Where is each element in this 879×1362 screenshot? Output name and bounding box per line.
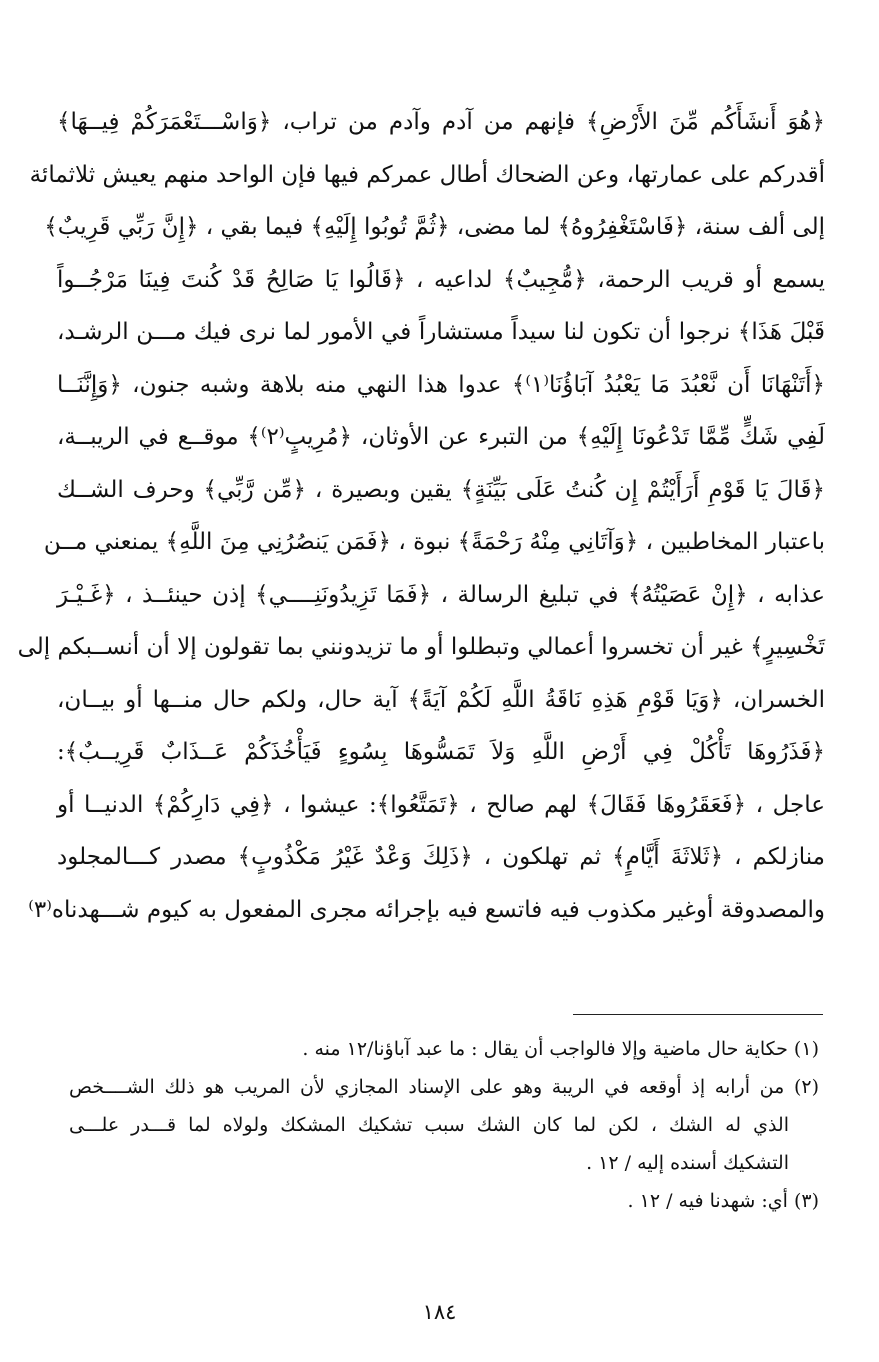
body-line: عذابه ، ﴿إِنْ عَصَيْتُهُ﴾ في تبليغ الرسالة ، ﴿فَمَا تَزِيدُونَنِــــي﴾ إذن حينئــذ ، ﴿غَـيْـرَ (57, 581, 825, 608)
body-line: والمصدوقة أوغير مكذوب فيه فاتسع فيه بإجرائه مجرى المفعول به كيوم شـــهدناه⁽٣⁾ (28, 896, 825, 923)
body-line: منازلكم ، ﴿ثَلاثَةَ أَيَّامٍ﴾ ثم تهلكون ، ﴿ذَلِكَ وَعْدٌ غَيْرُ مَكْذُوبٍ﴾ مصدر كـــالمجلود (57, 844, 825, 870)
body-line: قَبْلَ هَذَا﴾ نرجوا أن تكون لنا سيداً مستشاراً في الأمور لما نرى فيك مـــن الرشـد، (57, 319, 825, 345)
footnote-line: التشكيك أسنده إليه / ١٢ . (586, 1152, 789, 1174)
body-line: الخسران، ﴿وَيَا قَوْمِ هَذِهِ نَاقَةُ اللَّهِ لَكُمْ آيَةً﴾ آية حال، ولكم حال منــها أو بيــان، (57, 686, 825, 713)
page-number: ١٨٤ (422, 1300, 457, 1324)
body-line: باعتبار المخاطبين ، ﴿وَآتَانِي مِنْهُ رَحْمَةً﴾ نبوة ، ﴿فَمَن يَنصُرُنِي مِنَ اللَّهِ﴾ يمنعني مــن (43, 529, 825, 555)
body-line: لَفِي شَكٍّ مِّمَّا تَدْعُونَا إِلَيْهِ﴾ من التبرء عن الأوثان، ﴿مُرِيبٍ⁽٢⁾﴾ موقــع في الريبــة، (57, 424, 825, 450)
footnote-divider (573, 1014, 823, 1015)
footnote-line: الذي له الشك ، لكن لما كان الشك سبب تشكيك المشكك ولولاه لما قـــدر علـــى (69, 1114, 789, 1136)
footnote-line: (٣) أي: شهدنا فيه / ١٢ . (627, 1190, 819, 1212)
footnotes (69, 1030, 819, 1220)
body-line: ﴿هُوَ أَنشَأَكُم مِّنَ الأَرْضِ﴾ فإنهم من آدم وآدم من تراب، ﴿وَاسْـــتَعْمَرَكُمْ فِيــهَا﴾ (57, 109, 825, 135)
body-line: تَخْسِيرٍ﴾ غير أن تخسروا أعمالي وتبطلوا أو ما تزيدونني بما تقولون إلا أن أنســبكم إلى (17, 634, 825, 660)
footnote-3 (69, 1182, 819, 1220)
body-line: ﴿أَتَنْهَانَا أَن نَّعْبُدَ مَا يَعْبُدُ آبَاؤُنَا⁽١⁾﴾ عدوا هذا النهي منه بلاهة وشبه جنون، ﴿وَإِنَّنَــا (57, 371, 825, 398)
footnote-1 (69, 1030, 819, 1068)
footnote-line: (١) حكاية حال ماضية وإلا فالواجب أن يقال : ما عبد آباؤنا/١٢ منه . (302, 1038, 819, 1060)
footnote-2 (69, 1068, 819, 1182)
footnote-line: (٢) من أرابه إذ أوقعه في الريبة وهو على الإسناد المجازي لأن المريب هو ذلك الشــــخص (69, 1076, 819, 1098)
body-line: عاجل ، ﴿فَعَقَرُوهَا فَقَالَ﴾ لهم صالح ، ﴿تَمَتَّعُوا﴾: عيشوا ، ﴿فِي دَارِكُمْ﴾ الدنيــا أو (57, 791, 825, 818)
body-line: يسمع أو قريب الرحمة، ﴿مُّجِيبٌ﴾ لداعيه ، ﴿قَالُوا يَا صَالِحُ قَدْ كُنتَ فِينَا مَرْجُــواً (57, 266, 825, 293)
body-line: أقدركم على عمارتها، وعن الضحاك أطال عمركم فيها فإن الواحد منهم يعيش ثلاثمائة (29, 161, 825, 188)
body-line: ﴿فَذَرُوهَا تَأْكُلْ فِي أَرْضِ اللَّهِ وَلاَ تَمَسُّوهَا بِسُوءٍ فَيَأْخُذَكُمْ عَــذَابٌ قَرِيــبٌ﴾: (57, 739, 825, 765)
main-text (17, 96, 825, 936)
body-line: ﴿قَالَ يَا قَوْمِ أَرَأَيْتُمْ إِن كُنتُ عَلَى بَيِّنَةٍ﴾ يقين وبصيرة ، ﴿مِّن رَّبِّي﴾ وحرف الشــك (57, 476, 825, 503)
body-line: إلى ألف سنة، ﴿فَاسْتَغْفِرُوهُ﴾ لما مضى، ﴿ثُمَّ تُوبُوا إِلَيْهِ﴾ فيما بقي ، ﴿إِنَّ رَبِّي قَرِيبٌ﴾ (44, 214, 825, 240)
